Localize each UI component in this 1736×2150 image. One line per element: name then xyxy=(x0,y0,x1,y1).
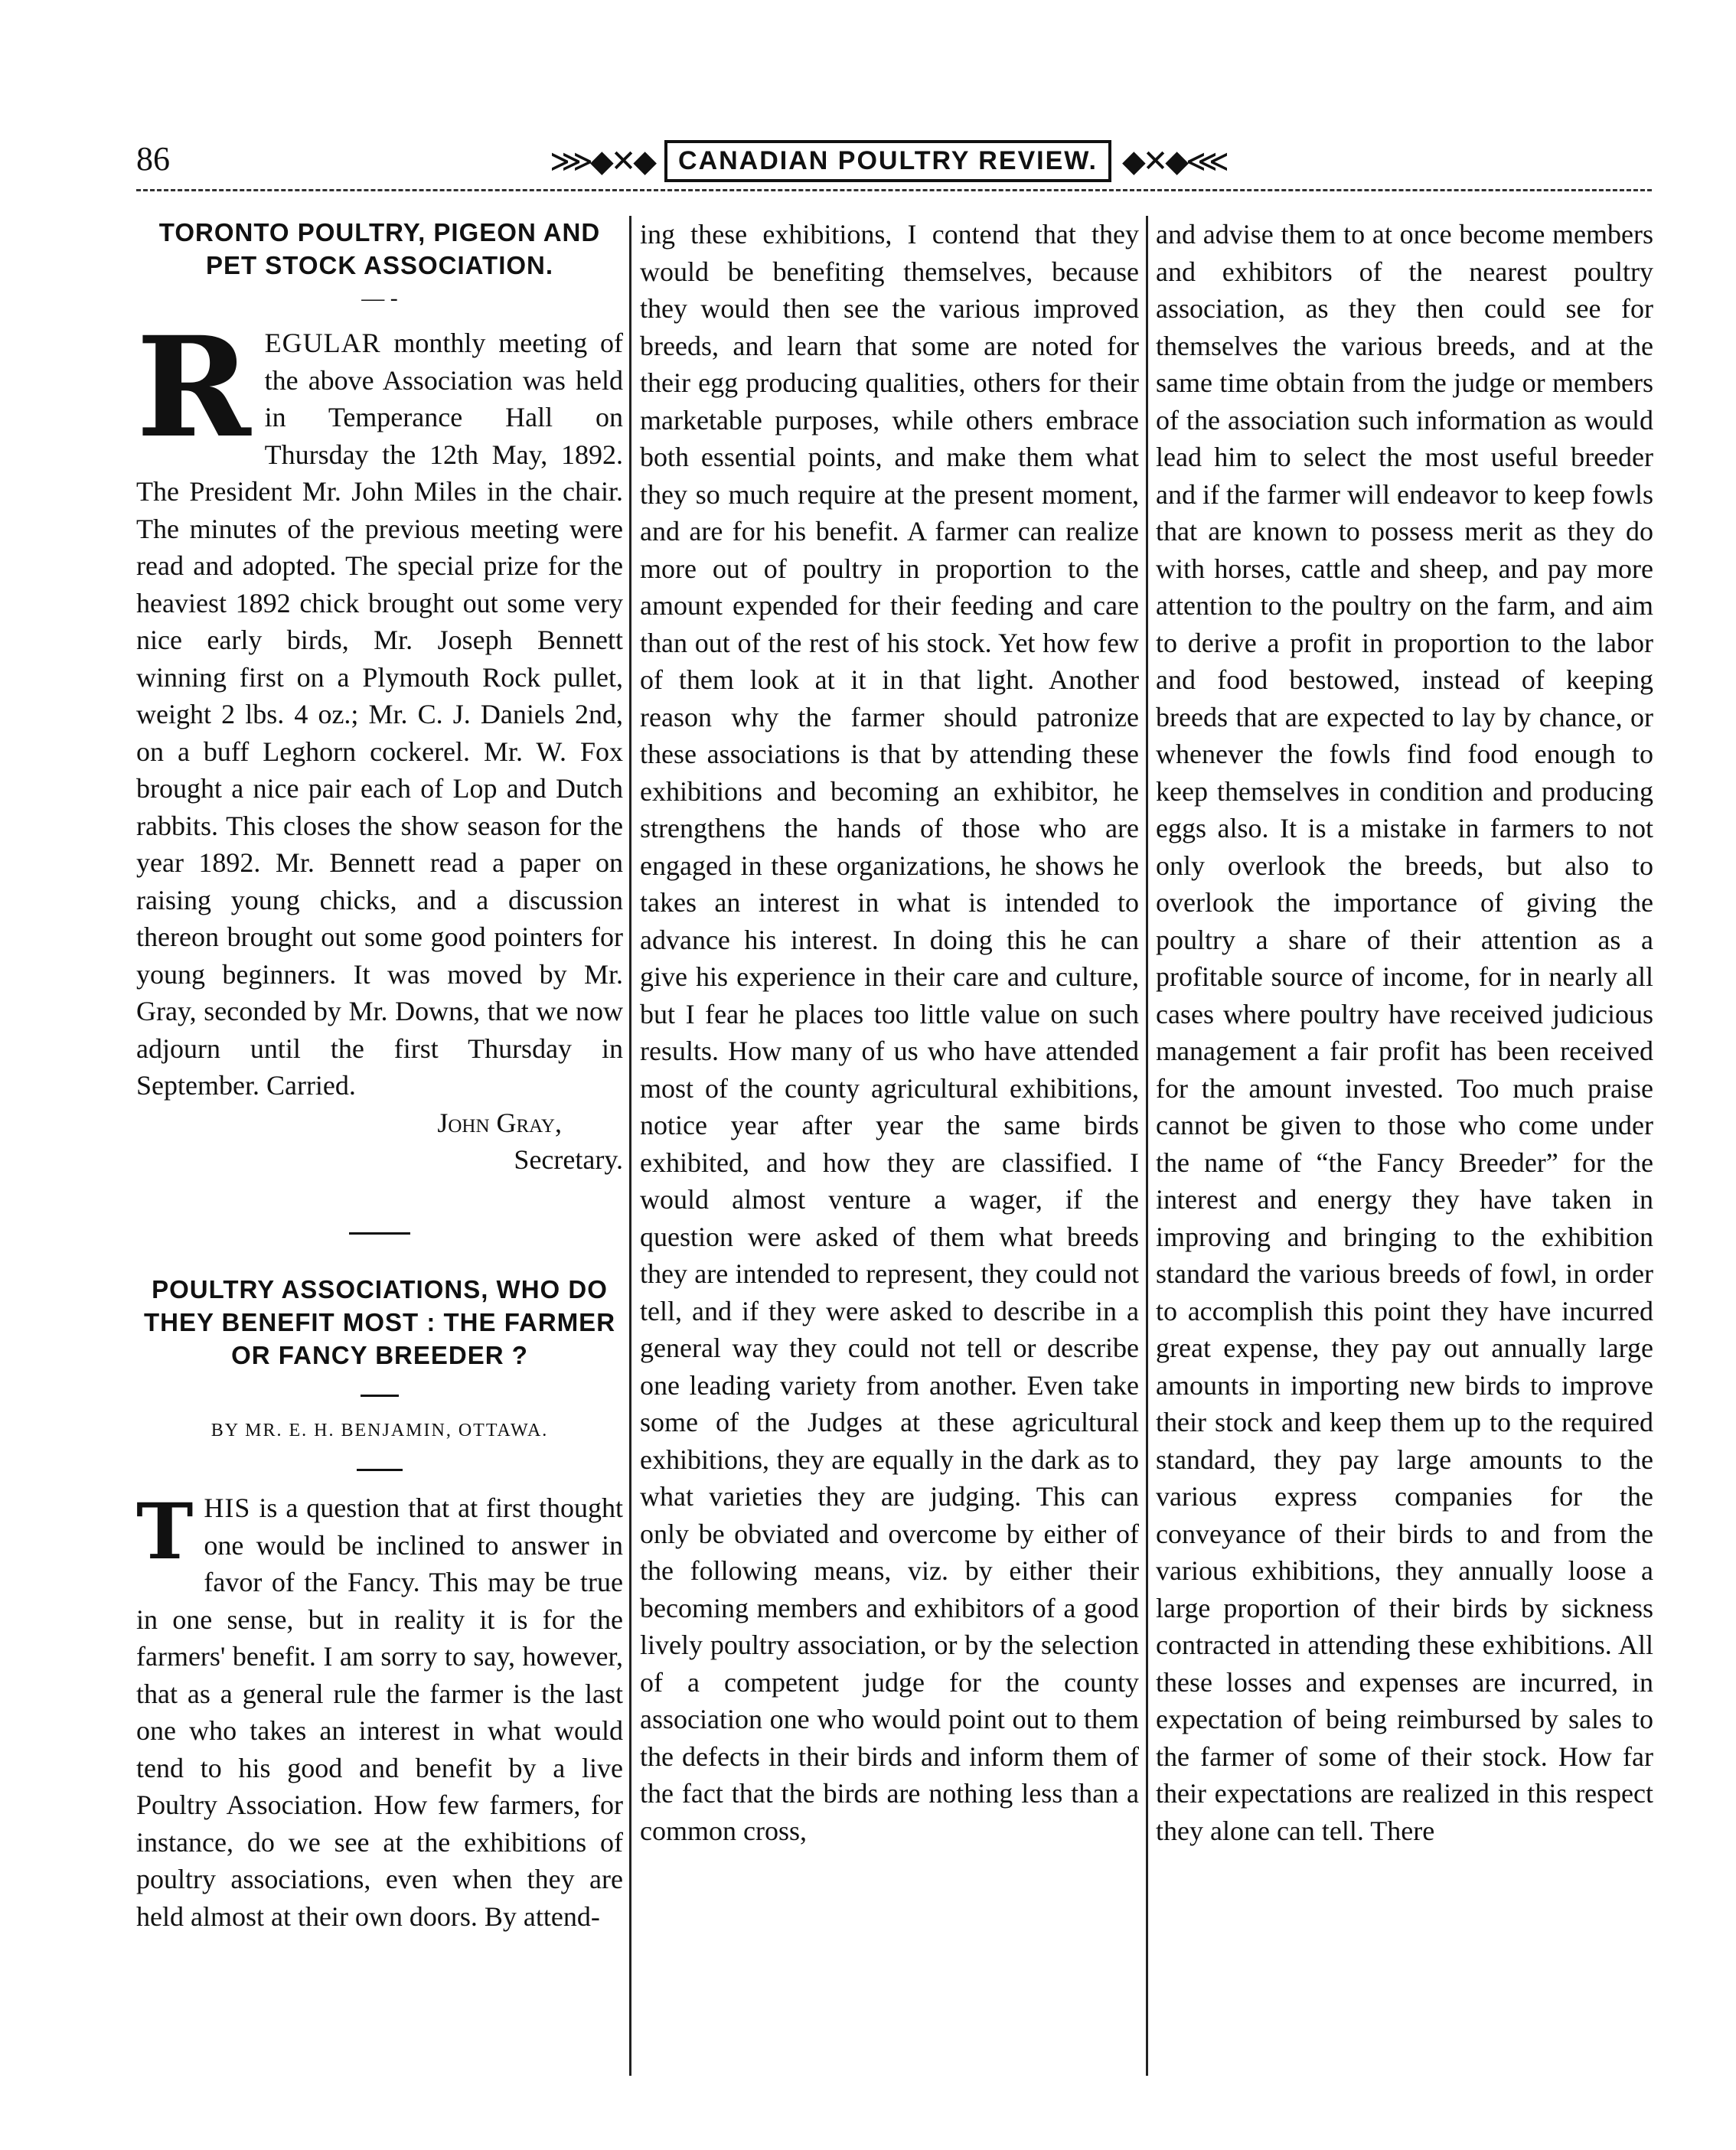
headline-divider xyxy=(361,1395,399,1397)
article1-headline: TORONTO POULTRY, PIGEON AND PET STOCK ASSOCIATION. xyxy=(158,218,601,279)
article2-byline: BY MR. E. H. BENJAMIN, OTTAWA. xyxy=(210,1420,549,1440)
article2-body-col2: ing these exhibitions, I contend that they would be benefiting themselves, because they would then see the various improved breeds, and learn that some are noted for their egg producing qualities, others for their marketable purposes, while others embrace both essential points, and make them what they so much require at the present moment, and are for his benefit. A farmer can realize more out of poultry in proportion to the amount expended for their feeding and care than out of the rest of his stock. Yet how few of them look at it in that light. Another reason why the farmer should patronize these associations is that by attending these exhibitions and becoming an exhibitor, he strengthens the hands of those who are engaged in these organizations, he shows he takes an interest in what is intended to advance his interest. In doing this he can give his experience in their care and culture, but I fear he places too little value on such results. How many of us who have attended most of the county agricultural exhibitions, notice year after year the same birds exhibited, and how they are classified. I would almost venture a wager, if the question were asked of them what breeds they are intended to represent, they could not tell, and if they were asked to describe in a general way they could not tell or describe one leading variety from another. Even take some of the Judges at these agricultural exhibitions, they are equally in the dark as to what varieties they are judging. This can only be obviated and overcome by either of the following means, viz. by either their becoming members and exhibitors of a good lively poultry association, or by the selection of a competent judge for the county association one who would point out to them the defects in their birds and inform them of the fact that the birds are nothing less than a common cross, xyxy=(640,219,1139,1846)
article2-body-col1 xyxy=(136,1486,623,1935)
page-number: 86 xyxy=(136,140,170,178)
article1-text: monthly meeting of the above Association was held in Temperance Hall on Thursday the 12th May, 1892. The President Mr. John Miles in the chair. The minutes of the previous meeting were read and adopted. The special prize for the heaviest 1892 chick brought out some very nice early birds, Mr. Joseph Bennett winning first on a Plymouth Rock pullet, weight 2 lbs. 4 oz.; Mr. C. J. Daniels 2nd, on a buff Leghorn cockerel. Mr. W. Fox brought a nice pair each of Lop and Dutch rabbits. This closes the show season for the year 1892. Mr. Bennett read a paper on raising young chicks, and a discussion thereon brought out some good pointers for young beginners. It was moved by Mr. Gray, seconded by Mr. Downs, that we now adjourn until the first Thursday in September. Carried. xyxy=(136,328,623,1101)
dropcap-r: R xyxy=(136,307,251,468)
ornament-right-icon: ◆✕◆⋘ xyxy=(1121,143,1226,178)
masthead xyxy=(550,130,1226,191)
masthead-title: CANADIAN POULTRY REVIEW. xyxy=(664,140,1111,182)
article1-lead-caps: EGULAR xyxy=(264,328,381,358)
article1-body xyxy=(136,307,623,1104)
dropcap-t: T xyxy=(136,1486,194,1577)
column-3 xyxy=(1156,216,1653,1849)
column-1 xyxy=(136,216,623,1935)
ornament-left-icon: ⋙◆✕◆ xyxy=(550,143,654,178)
article2-headline: POULTRY ASSOCIATIONS, WHO DO THEY BENEFIT MOST : THE FARMER OR FANCY BREEDER ? xyxy=(143,1274,616,1369)
column-rule xyxy=(1146,216,1148,2076)
signature-title: Secretary. xyxy=(514,1144,623,1175)
article2-lead-caps: HIS xyxy=(204,1493,251,1523)
column-2 xyxy=(640,216,1139,1849)
article2-text-col1: is a question that at first thought one would be inclined to answer in favor of the Fancy. This may be true in one sense, but in reality it is for the farmers' benefit. I am sorry to say, however, that as a general rule the farmer is the last one who takes an interest in what would tend to his good and benefit by a live Poultry Association. How few farmers, for instance, do we see at the exhibitions of poultry associations, even when they are held almost at their own doors. By attend- xyxy=(136,1493,623,1932)
header-rule xyxy=(136,189,1652,191)
article2-body-col3: and advise them to at once become members and exhibitors of the nearest poultry association, as they then could see for themselves the various breeds, and at the same time obtain from the judge or members of the association such information as would lead him to select the most useful breeder and if the farmer will endeavor to keep fowls that are known to possess merit as they do with horses, cattle and sheep, and pay more attention to the poultry on the farm, and aim to derive a profit in proportion to the labor and food bestowed, instead of keeping breeds that are expected to lay by chance, or whenever the fowls find food enough to keep themselves in condition and producing eggs also. It is a mistake in farmers to not only overlook the breeds, but also to overlook the importance of giving the poultry a share of their attention as a profitable source of income, for in nearly all cases where poultry have received judicious management a fair profit has been received for the amount invested. Too much praise cannot be given to those who come under the name of “the Fancy Breeder” for the interest and energy they have taken in improving and bringing to the exhibition standard the various breeds of fowl, in order to accomplish this point they have incurred great expense, they pay out annually large amounts in importing new birds to improve their stock and keep them up to the required standard, they pay large amounts to the various express companies for the conveyance of their birds to and from the various exhibitions, they annually loose a large proportion of their birds by sickness contracted in attending these exhibitions. All these losses and expenses are incurred, in expectation of being reimbursed by sales to the farmer of some of their stock. How far their expectations are realized in this respect they alone can tell. There xyxy=(1156,219,1653,1846)
signature-name: John Gray, xyxy=(437,1107,562,1138)
section-divider xyxy=(349,1232,410,1235)
headline-dash: — - xyxy=(361,285,398,311)
column-rule xyxy=(629,216,631,2076)
byline-divider xyxy=(357,1469,403,1471)
